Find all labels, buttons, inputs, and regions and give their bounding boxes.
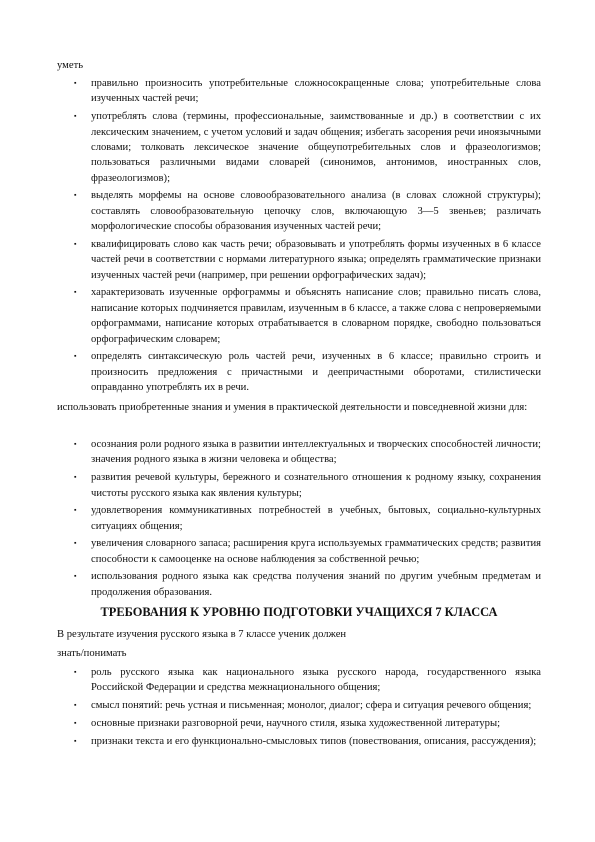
section-heading: ТРЕБОВАНИЯ К УРОВНЮ ПОДГОТОВКИ УЧАЩИХСЯ 7 КЛАССА xyxy=(100,605,498,619)
list-item: ▪ выделять морфемы на основе словообразовательного анализа (в словах сложной структуры); составлять словообразовательную цепочку слов, включающую 3—5 звеньев; различать морфологические способы образования изученных частей речи; xyxy=(74,190,541,233)
list-item: ▪ смысл понятий: речь устная и письменная; монолог, диалог; сфера и ситуация речевого общения; xyxy=(57,698,541,713)
list-item: ▪ характеризовать изученные орфограммы и объяснять написание слов; правильно писать слова, написание которых подчиняется правилам, изученным в 6 классе, а также слова с непроверяемыми орфограммами, написание которых отрабатывается в словарном порядке, свободно пользоваться орфографическим словарем; xyxy=(74,287,541,345)
bullet-icon: ▪ xyxy=(74,736,77,745)
list-item: ▪ роль русского языка как национального языка русского народа, государственного языка Российской Федерации и средства межнационального общения; xyxy=(74,667,541,694)
list-item: ▪ использования родного языка как средства получения знаний по другим учебным предметам и продолжения образования. xyxy=(74,571,541,598)
bullet-icon: ▪ xyxy=(74,440,77,448)
bullet-icon: ▪ xyxy=(74,352,77,361)
bullet-icon: ▪ xyxy=(74,239,77,248)
list-item: ▪ признаки текста и его функционально-смысловых типов (повествования, описания, рассуждения); xyxy=(57,734,541,749)
knowledge-lead: знать/понимать xyxy=(57,648,127,659)
bullet-icon: ▪ xyxy=(74,572,77,581)
list-item: ▪ увеличения словарного запаса; расширения круга используемых грамматических средств; развития способности к самооценке на основе наблюдения за собственной речью; xyxy=(74,538,541,565)
bullet-icon: ▪ xyxy=(74,668,77,676)
usage-lead: использовать приобретенные знания и умения в практической деятельности и повседневной жизни для: xyxy=(57,402,528,413)
bullet-icon: ▪ xyxy=(74,506,77,515)
list-item: ▪ квалифицировать слово как часть речи; образовывать и употреблять формы изученных в 6 классе частей речи в соответствии с нормами литературного языка; определять грамматические признаки изученных частей речи (например, при решении орфографических задач); xyxy=(74,238,541,281)
list-item: ▪ осознания роли родного языка в развитии интеллектуальных и творческих способностей личности; значения родного языка в жизни человека и общества; xyxy=(74,439,541,466)
bullet-icon: ▪ xyxy=(74,112,77,121)
bullet-icon: ▪ xyxy=(74,539,77,548)
usage-list xyxy=(57,437,541,603)
list-item: ▪ основные признаки разговорной речи, научного стиля, языка художественной литературы; xyxy=(57,716,541,731)
bullet-icon: ▪ xyxy=(74,79,77,87)
bullet-icon: ▪ xyxy=(74,701,77,710)
bullet-icon: ▪ xyxy=(74,288,77,297)
skills-lead: уметь xyxy=(57,60,84,71)
bullet-icon: ▪ xyxy=(74,473,77,482)
list-item: ▪ развития речевой культуры, бережного и сознательного отношения к родному языку, сохранения чистоты русского языка как явления культуры; xyxy=(74,472,541,499)
knowledge-list xyxy=(57,665,541,751)
bullet-icon: ▪ xyxy=(74,718,77,727)
bullet-icon: ▪ xyxy=(74,191,77,200)
skills-list xyxy=(57,76,541,398)
list-item: ▪ удовлетворения коммуникативных потребностей в учебных, бытовых, социально-культурных ситуациях общения; xyxy=(74,505,541,532)
intro-text: В результате изучения русского языка в 7 классе ученик должен xyxy=(57,629,347,640)
list-item: ▪ определять синтаксическую роль частей речи, изученных в 6 классе; правильно строить и произносить предложения с причастными и деепричастными оборотами, стилистически оправданно употреблять их в речи. xyxy=(74,351,541,394)
list-item: ▪ правильно произносить употребительные сложносокращенные слова; употребительные слова изученных частей речи; xyxy=(74,78,541,105)
list-item: ▪ употреблять слова (термины, профессиональные, заимствованные и др.) в соответствии с их лексическим значением, с учетом условий и задач общения; избегать засорения речи иноязычными словами; толковать лексическое значение общеупотребительных слов и фразеологизмов; пользоваться различными видами словарей (синонимов, антонимов, иностранных слов, фразеологизмов); xyxy=(74,111,541,184)
